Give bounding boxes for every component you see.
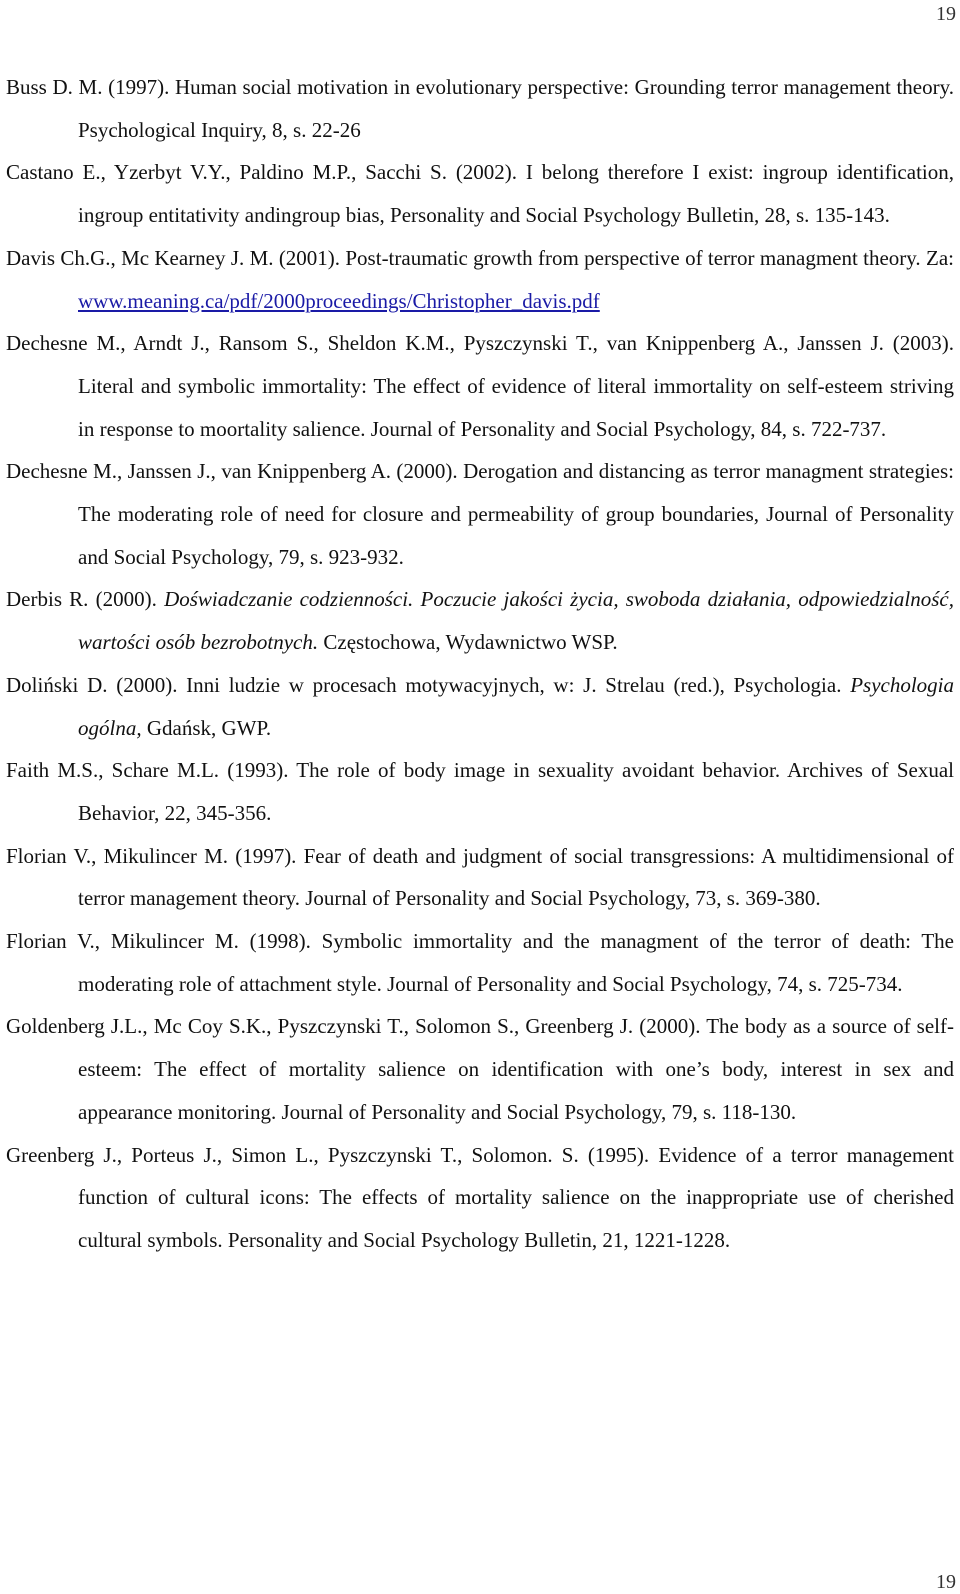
reference-italic-text: Psychologia ogólna, [78,672,954,740]
reference-link[interactable]: www.meaning.ca/pdf/2000proceedings/Christopher_davis.pdf [78,288,600,313]
reference-entry [6,237,954,322]
reference-text: Castano E., Yzerbyt V.Y., Paldino M.P., Sacchi S. (2002). I belong therefore I exist: ingroup identification, ingroup entitativity andingroup bias, Personality and Social Psychology Bulletin, 28, s. 135-143. [6,160,954,228]
reference-text: Faith M.S., Schare M.L. (1993). The role of body image in sexuality avoidant behavior. Archives of Sexual Behavior, 22, 345-356. [6,758,954,825]
reference-text: Doliński D. (2000). Inni ludzie w procesach motywacyjnych, w: J. Strelau (red.), Psychologia. [6,672,851,697]
page-number-bottom: 19 [936,1571,956,1593]
page-number-top: 19 [936,3,956,25]
reference-entry [6,1005,954,1133]
reference-text: Greenberg J., Porteus J., Simon L., Pyszczynski T., Solomon. S. (1995). Evidence of a terror management function of cultural icons: The effects of mortality salience on the inappropriate use of cherished cultural symbols. Personality and Social Psychology Bulletin, 21, 1221-1228. [6,1142,954,1252]
reference-entry [6,664,954,749]
reference-text: Dechesne M., Janssen J., van Knippenberg A. (2000). Derogation and distancing as terror managment strategies: The moderating role of need for closure and permeability of group boundaries, Journal of Personality and Social Psychology, 79, s. 923-932. [6,459,954,569]
reference-entry [6,66,954,151]
reference-text: Florian V., Mikulincer M. (1998). Symbolic immortality and the managment of the terror of death: The moderating role of attachment style. Journal of Personality and Social Psychology, 74, s. 725-734. [6,929,954,996]
reference-entry [6,322,954,450]
reference-text: Dechesne M., Arndt J., Ransom S., Sheldon K.M., Pyszczynski T., van Knippenberg A., Janssen J. (2003). Literal and symbolic immortality: The effect of evidence of literal immortality on self-esteem striving in response to moortality salience. Journal of Personality and Social Psychology, 84, s. 722-737. [6,331,954,441]
reference-entry [6,578,954,663]
reference-entry [6,920,954,1005]
reference-entry [6,1134,954,1262]
reference-text: Częstochowa, Wydawnictwo WSP. [318,630,618,655]
reference-entry [6,835,954,920]
reference-list [6,66,954,1262]
reference-entry [6,450,954,578]
reference-text: Florian V., Mikulincer M. (1997). Fear of death and judgment of social transgressions: A multidimensional of terror management theory. Journal of Personality and Social Psychology, 73, s. 369-380. [6,843,954,911]
reference-text: Buss D. M. (1997). Human social motivation in evolutionary perspective: Grounding terror management theory. Psychological Inquiry, 8, s. 22-26 [6,75,954,142]
reference-entry [6,151,954,236]
reference-text: Gdańsk, GWP. [141,715,272,740]
reference-italic-text: Doświadczanie codzienności. Poczucie jakości życia, swoboda działania, odpowiedzialność, wartości osób bezrobotnych. [78,587,954,655]
reference-entry [6,749,954,834]
reference-text: Derbis R. (2000). [6,587,165,612]
reference-text: Davis Ch.G., Mc Kearney J. M. (2001). Post-traumatic growth from perspective of terror managment theory. Za: [6,245,954,270]
reference-text: Goldenberg J.L., Mc Coy S.K., Pyszczynski T., Solomon S., Greenberg J. (2000). The body as a source of self-esteem: The effect of mortality salience on identification with one’s body, interest in sex and appearance monitoring. Journal of Personality and Social Psychology, 79, s. 118-130. [6,1014,954,1124]
